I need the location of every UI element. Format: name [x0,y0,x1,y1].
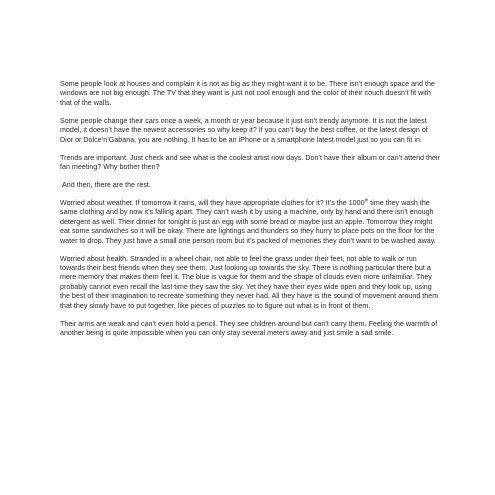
paragraph-arms: Their arms are weak and can’t even hold a pencil. They see children around but can’t carry them. Feeling the warmth of another being is quite impossible when you can only stay several meters away and just smile a sad smile. [60,319,438,338]
weather-text-start: Worried about weather. If tomorrow it rains, will they have appropriate clothes for it? It’s the 1000 [60,199,365,208]
ordinal-suffix: th [364,197,369,203]
paragraph-cars: Some people change their cars once a week, a month or year because it just isn’t trendy anymore. It is not the latest model, it doesn’t have the newest accessories so why keep it? If you can’t buy the best coffee, or the latest design of Dior or Dolce’n’Gabana, you are nothing. It has to be an iPhone or a smartphone latest model just so you can fit in. [60,116,428,144]
paragraph-weather [60,199,440,246]
paragraph-trends: Trends are important. Just check and see what is the coolest artist now days. Don’t have their album or can’t attend their fan meeting? Why bother then? [60,153,440,172]
paragraph-houses: Some people look at houses and complain it is not as big as they might want it to be. There isn’t enough space and the windows are not big enough. The TV that they want is just not cool enough and the color of their couch doesn’t fit with that of the walls. [60,80,435,107]
paragraph-the-rest: And then, there are the rest. [62,181,151,190]
document-body [60,80,440,347]
paragraph-health: Worried about health. Stranded in a wheel chair, not able to feel the grass under their feet, not able to walk or run towards their best friends when they see them. Just looking up towards the sky. There is nothing particular there but a mere memory that makes them feel it. The blue is vague for them and the shape of clouds even more unfamiliar. They probably cannot even recall the last time they saw the sky. Yet they have their eyes wide open and they look up, using the best of their imagination to recreate something they never had. All they have is the sound of movement around them that they slowly have to put together, like pieces of puzzles so to figure out what is in front of them. [60,254,439,310]
weather-text-end: time they wash the same clothing and by now it’s falling apart. They can’t wash it by using a machine, only by hand and there isn’t enough detergent as well. Their dinner for tonight is just an egg with some bread or maybe just an apple. Tomorrow they might eat some sandwiches so it will be okay. There are lightings and thunders so they hurry to place pots on the floor for the water to drop. They just have a small one person room but it’s packed of memories they don’t want to be washed away. [60,199,436,245]
